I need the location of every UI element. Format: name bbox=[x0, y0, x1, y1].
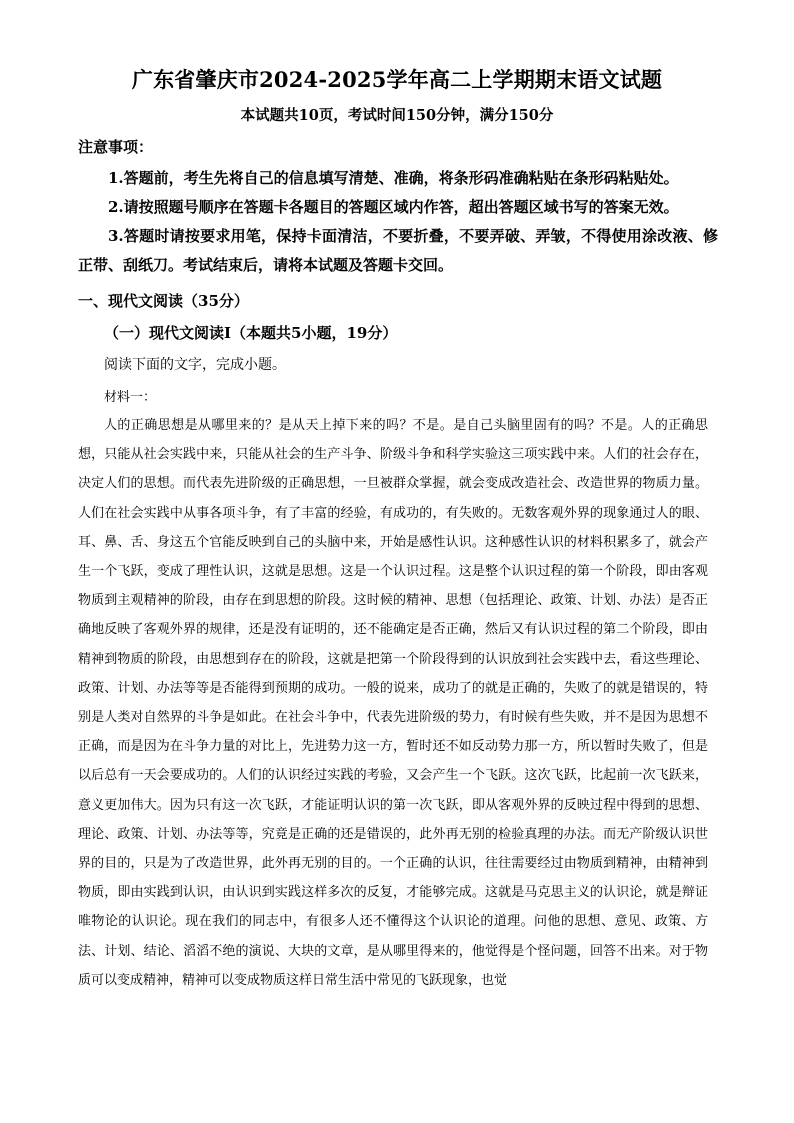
notice-list bbox=[78, 164, 718, 280]
notice-item-3: 3.答题时请按要求用笔，保持卡面清洁，不要折叠，不要弄破、弄皱，不得使用涂改液、修正带、刮纸刀。考试结束后，请将本试题及答题卡交回。 bbox=[78, 227, 718, 274]
section-heading: 一、现代文阅读（35分） bbox=[78, 292, 249, 310]
material-label: 材料一： bbox=[104, 390, 157, 405]
page-title: 广东省肇庆市2024-2025学年高二上学期期末语文试题 bbox=[131, 67, 663, 92]
notice-item-2: 2.请按照题号顺序在答题卡各题目的答题区域内作答，超出答题区域书写的答案无效。 bbox=[108, 198, 679, 216]
exam-info: 本试题共10页，考试时间150分钟，满分150分 bbox=[240, 107, 554, 124]
reading-instruction: 阅读下面的文字，完成小题。 bbox=[104, 357, 286, 373]
material-text: 人的正确思想是从哪里来的？是从天上掉下来的吗？不是。是自己头脑里固有的吗？不是。人的正确思想，只能从社会实践中来，只能从社会的生产斗争、阶级斗争和科学实验这三项实践中来。人们的社会存在，决定人们的思想。而代表先进阶级的正确思想，一旦被群众掌握，就会变成改造社会、改造世界的物质力量。人们在社会实践中从事各项斗争，有了丰富的经验，有成功的，有失败的。无数客观外界的现象通过人的眼、耳、鼻、舌、身这五个官能反映到自己的头脑中来，开始是感性认识。这种感性认识的材料积累多了，就会产生一个飞跃，变成了理性认识，这就是思想。这是一个认识过程。这是整个认识过程的第一个阶段，即由客观物质到主观精神的阶段，由存在到思想的阶段。这时候的精神、思想（包括理论、政策、计划、办法）是否正确地反映了客观外界的规律，还是没有证明的，还不能确定是否正确，然后又有认识过程的第二个阶段，即由精神到物质的阶段，由思想到存在的阶段，这就是把第一个阶段得到的认识放到社会实践中去，看这些理论、政策、计划、办法等等是否能得到预期的成功。一般的说来，成功了的就是正确的，失败了的就是错误的，特别是人类对自然界的斗争是如此。在社会斗争中，代表先进阶级的势力，有时候有些失败，并不是因为思想不正确，而是因为在斗争力量的对比上，先进势力这一方，暂时还不如反动势力那一方，所以暂时失败了，但是以后总有一天会要成功的。人们的认识经过实践的考验，又会产生一个飞跃。这次飞跃，比起前一次飞跃来，意义更加伟大。因为只有这一次飞跃，才能证明认识的第一次飞跃，即从客观外界的反映过程中得到的思想、理论、政策、计划、办法等等，究竟是正确的还是错误的，此外再无别的检验真理的办法。而无产阶级认识世界的目的，只是为了改造世界，此外再无别的目的。一个正确的认识，往往需要经过由物质到精神，由精神到物质，即由实践到认识，由认识到实践这样多次的反复，才能够完成。这就是马克思主义的认识论，就是辩证唯物论的认识论。现在我们的同志中，有很多人还不懂得这个认识论的道理。问他的思想、意见、政策、方法、计划、结论、滔滔不绝的演说、大块的文章，是从哪里得来的，他觉得是个怪问题，回答不出来。对于物质可以变成精神，精神可以变成物质这样日常生活中常见的飞跃现象，也觉 bbox=[78, 418, 708, 988]
notice-heading: 注意事项： bbox=[78, 138, 154, 156]
subsection-heading: （一）现代文阅读Ⅰ（本题共5小题，19分） bbox=[104, 324, 398, 342]
notice-item-1: 1.答题前，考生先将自己的信息填写清楚、准确，将条形码准确粘贴在条形码粘贴处。 bbox=[108, 169, 679, 187]
